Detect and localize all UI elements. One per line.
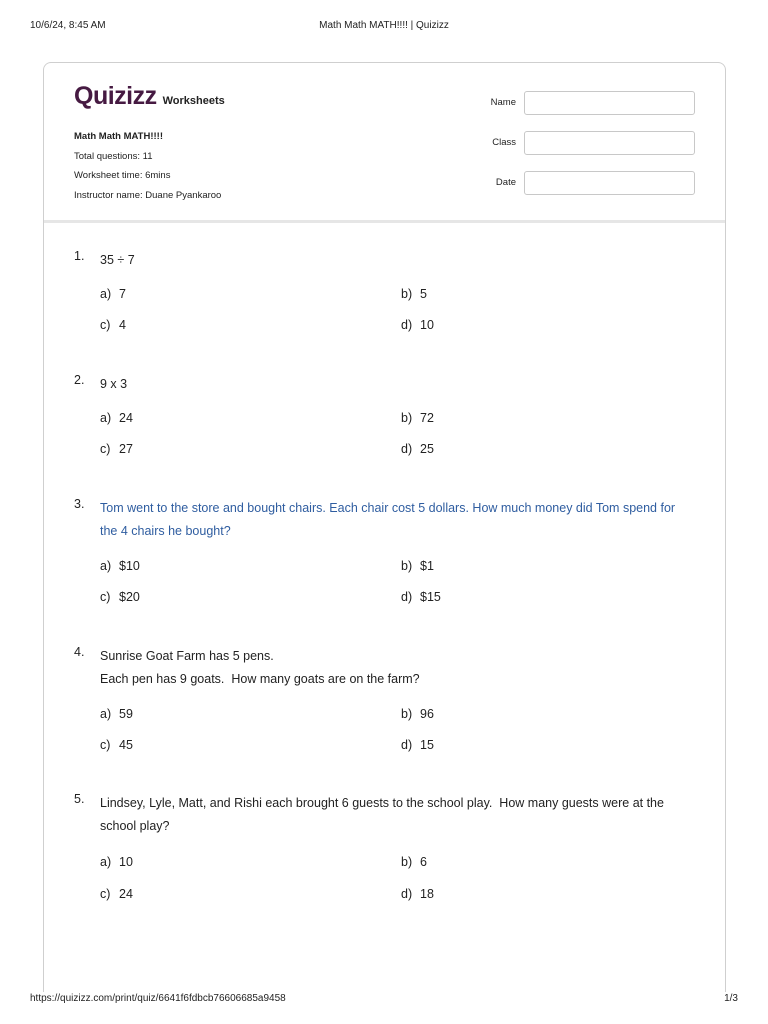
option-text: 10: [119, 855, 133, 869]
question-text-line: school play?: [100, 819, 170, 833]
option-text: 96: [420, 707, 434, 721]
worksheet-time: Worksheet time: 6mins: [74, 170, 171, 181]
option-b: [401, 707, 434, 721]
option-c: [100, 590, 140, 604]
worksheet-title: Math Math MATH!!!!: [74, 131, 163, 142]
question-text: [100, 373, 700, 396]
option-text: 10: [420, 318, 434, 332]
option-letter: a): [100, 855, 112, 869]
option-a: [100, 559, 140, 573]
question-text: [100, 645, 700, 691]
total-questions: Total questions: 11: [74, 150, 153, 162]
option-a: [100, 855, 133, 869]
question-number: 2.: [74, 373, 85, 387]
print-page-number: 1/3: [724, 993, 738, 1004]
question-number: 4.: [74, 645, 85, 659]
class-input[interactable]: [524, 131, 695, 155]
option-text: 24: [119, 887, 133, 901]
option-a: [100, 707, 133, 721]
option-text: 72: [420, 411, 434, 425]
print-header: [30, 20, 738, 34]
option-letter: b): [401, 855, 413, 869]
date-input[interactable]: [524, 171, 695, 195]
option-letter: d): [401, 442, 413, 456]
option-c: [100, 738, 133, 752]
option-c: [100, 318, 126, 332]
option-d: [401, 887, 434, 901]
option-text: 15: [420, 738, 434, 752]
option-text: 18: [420, 887, 434, 901]
option-text: 59: [119, 707, 133, 721]
quizizz-logo-wordmark: Quizizz: [74, 82, 157, 110]
option-d: [401, 318, 434, 332]
option-letter: b): [401, 707, 413, 721]
option-letter: c): [100, 738, 111, 752]
date-field-row: [474, 171, 696, 195]
question-text-line: 9 x 3: [100, 377, 128, 391]
option-text: 4: [119, 318, 126, 332]
option-letter: d): [401, 738, 413, 752]
name-input[interactable]: [524, 91, 695, 115]
question-number: 3.: [74, 497, 85, 511]
question-number: 1.: [74, 249, 85, 263]
option-c: [100, 442, 133, 456]
student-fields: [474, 91, 696, 211]
option-d: [401, 738, 434, 752]
question-text: [100, 249, 700, 272]
option-letter: b): [401, 411, 413, 425]
question-text-line: Lindsey, Lyle, Matt, and Rishi each brought 6 guests to the school play. How many guests were at the: [100, 796, 664, 810]
option-text: $15: [420, 590, 441, 604]
option-text: 25: [420, 442, 434, 456]
option-letter: a): [100, 287, 112, 301]
option-d: [401, 590, 441, 604]
option-letter: a): [100, 707, 112, 721]
print-footer: [30, 993, 738, 1007]
option-text: $20: [119, 590, 140, 604]
option-text: $10: [119, 559, 140, 573]
class-label: Class: [492, 137, 516, 148]
option-letter: d): [401, 590, 413, 604]
option-b: [401, 411, 434, 425]
question-text-line: the 4 chairs he bought?: [100, 524, 231, 538]
class-field-row: [474, 131, 696, 155]
option-letter: b): [401, 559, 413, 573]
option-text: 5: [420, 287, 427, 301]
option-text: 27: [119, 442, 133, 456]
worksheet-meta: [74, 127, 221, 205]
question-text-line: 35 ÷ 7: [100, 253, 135, 267]
question-text: [100, 497, 700, 543]
option-letter: d): [401, 318, 413, 332]
question-text-line: Sunrise Goat Farm has 5 pens.: [100, 649, 274, 663]
option-letter: c): [100, 318, 111, 332]
date-label: Date: [495, 177, 516, 188]
question-number: 5.: [74, 792, 85, 806]
option-letter: c): [100, 442, 111, 456]
option-d: [401, 442, 434, 456]
option-letter: c): [100, 887, 111, 901]
option-text: 45: [119, 738, 133, 752]
option-letter: d): [401, 887, 413, 901]
option-text: 24: [119, 411, 133, 425]
option-text: 6: [420, 855, 427, 869]
question-text: [100, 792, 700, 838]
print-url: https://quizizz.com/print/quiz/6641f6fdbcb76606685a9458: [30, 993, 286, 1004]
worksheets-label: Worksheets: [162, 95, 225, 107]
option-b: [401, 287, 427, 301]
option-a: [100, 411, 133, 425]
print-page-title: Math Math MATH!!!! | Quizizz: [319, 20, 449, 31]
quizizz-logo: [74, 82, 225, 111]
question-text-line: Tom went to the store and bought chairs. Each chair cost 5 dollars. How much money did Tom spend for: [100, 501, 676, 515]
name-label: Name: [490, 97, 516, 108]
option-letter: a): [100, 411, 112, 425]
print-datetime: 10/6/24, 8:45 AM: [30, 20, 106, 31]
option-c: [100, 887, 133, 901]
option-letter: c): [100, 590, 111, 604]
option-letter: a): [100, 559, 112, 573]
instructor-name: Instructor name: Duane Pyankaroo: [74, 189, 222, 201]
name-field-row: [474, 91, 696, 115]
worksheet-header: [44, 63, 725, 223]
option-b: [401, 559, 434, 573]
option-text: 7: [119, 287, 126, 301]
option-b: [401, 855, 427, 869]
option-text: $1: [420, 559, 434, 573]
question-text-line: Each pen has 9 goats. How many goats are on the farm?: [100, 672, 420, 686]
option-letter: b): [401, 287, 413, 301]
worksheet-sheet: [43, 62, 726, 992]
option-a: [100, 287, 126, 301]
